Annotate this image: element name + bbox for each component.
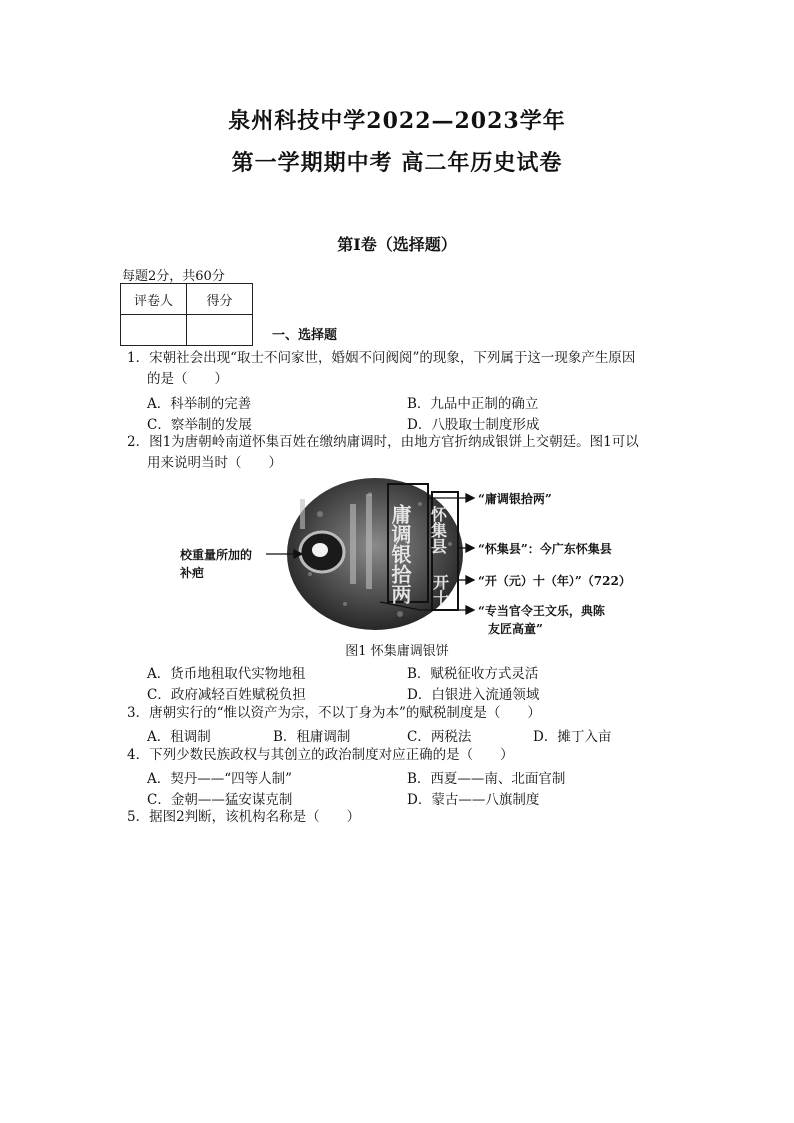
annotation-patch-cont: 补疤: [180, 566, 205, 580]
option[interactable]: C．察举制的发展: [147, 417, 252, 433]
question-2-stem: 2．图1为唐朝岭南道怀集百姓在缴纳庸调时，由地方官折纳成银饼上交朝廷。图1可以: [127, 434, 639, 450]
exam-title-line2: 第一学期期中考 高二年历史试卷: [231, 150, 563, 176]
score-label-cell: 得分: [187, 284, 253, 315]
option[interactable]: A．租调制: [147, 729, 211, 745]
question-4-stem: 4．下列少数民族政权与其创立的政治制度对应正确的是（ ）: [127, 747, 514, 763]
option[interactable]: D．白银进入流通领域: [407, 687, 540, 703]
annotation-officials-cont: 友匠高童”: [488, 622, 543, 636]
question-5: [127, 807, 672, 828]
option[interactable]: C．政府减轻百姓赋税负担: [147, 687, 306, 703]
option[interactable]: D．蒙古——八旗制度: [407, 792, 540, 808]
option[interactable]: B．赋税征收方式灵活: [407, 666, 539, 682]
score-input-cell[interactable]: [187, 315, 253, 346]
annotation-officials: “专当官令王文乐，典陈: [478, 604, 605, 618]
option[interactable]: A．契丹——“四等人制”: [147, 771, 293, 787]
inscription-char: 庸调银拾两: [388, 504, 412, 604]
question-3: [127, 703, 672, 724]
question-3-stem: 3．唐朝实行的“惟以资产为宗，不以丁身为本”的赋税制度是（ ）: [127, 705, 541, 721]
exam-title-line1: 泉州科技中学2022—2023学年: [228, 108, 566, 134]
inscription-char: 怀集县: [428, 506, 448, 554]
part-title: 一、选择题: [272, 328, 338, 343]
section-title: 第I卷（选择题）: [337, 235, 457, 254]
option[interactable]: A．货币地租取代实物地租: [147, 666, 306, 682]
annotation-patch: 校重量所加的: [180, 548, 253, 562]
option[interactable]: C．金朝——猛安谋克制: [147, 792, 293, 808]
figure-1-caption: 图1 怀集庸调银饼: [345, 644, 449, 659]
inscription-char: 开十: [430, 574, 450, 606]
question-2: [127, 432, 672, 474]
option[interactable]: B．租庸调制: [273, 729, 351, 745]
question-2-stem-cont: 用来说明当时（ ）: [147, 455, 282, 471]
question-5-stem: 5．据图2判断，该机构名称是（ ）: [127, 809, 361, 825]
question-1-stem: 1．宋朝社会出现“取士不问家世，婚姻不问阀阅”的现象，下列属于这一现象产生原因: [127, 350, 636, 366]
question-1: [127, 348, 672, 390]
score-note: 每题2分，共60分: [122, 269, 225, 284]
annotation-yongdiao: “庸调银拾两”: [478, 492, 552, 506]
figure-1: [170, 474, 650, 634]
option[interactable]: B．西夏——南、北面官制: [407, 771, 566, 787]
grader-input-cell[interactable]: [121, 315, 187, 346]
grader-label-cell: 评卷人: [121, 284, 187, 315]
question-1-stem-cont: 的是（ ）: [147, 371, 228, 387]
annotation-huaiji: “怀集县”：今广东怀集县: [478, 542, 612, 556]
option[interactable]: D．摊丁入亩: [533, 729, 612, 745]
grader-table: [120, 283, 253, 346]
option[interactable]: D．八股取士制度形成: [407, 417, 540, 433]
question-4: [127, 745, 672, 766]
option[interactable]: C．两税法: [407, 729, 472, 745]
option[interactable]: B．九品中正制的确立: [407, 396, 539, 412]
option[interactable]: A．科举制的完善: [147, 396, 252, 412]
annotation-kaiyuan: “开（元）十（年）”（722）: [478, 574, 631, 588]
